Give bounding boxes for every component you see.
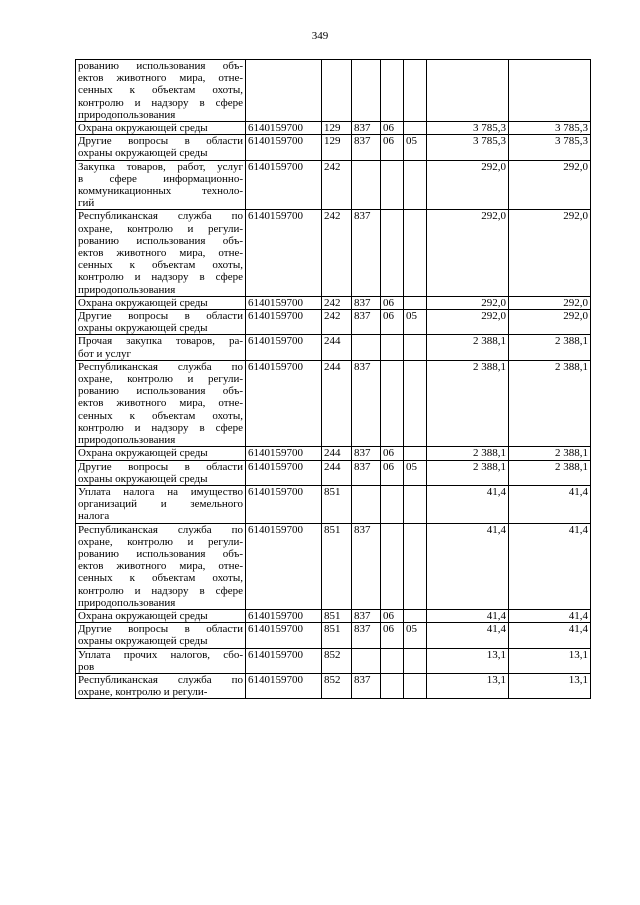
item-name-line: Республиканская служба по xyxy=(78,210,243,223)
table-row xyxy=(76,673,591,698)
item-name-line: Другие вопросы в области xyxy=(78,135,243,148)
subsection-cell xyxy=(404,60,427,122)
subsection-cell xyxy=(404,160,427,210)
item-name-cell xyxy=(76,360,246,446)
item-name-line: сенных к объектам охоты, xyxy=(78,409,243,422)
item-name-line: коммуникационных техноло- xyxy=(78,185,243,198)
department-code-cell xyxy=(352,160,381,210)
item-name-line: рованию использования объ- xyxy=(78,385,243,398)
expense-type-cell: 242 xyxy=(322,310,352,335)
table-row xyxy=(76,623,591,648)
section-cell: 06 xyxy=(381,447,404,460)
item-name-line: охране, контролю и регули- xyxy=(78,222,243,235)
table-row xyxy=(76,335,591,360)
table-row xyxy=(76,60,591,122)
subsection-cell xyxy=(404,673,427,698)
budget-code-cell: 6140159700 xyxy=(246,160,322,210)
department-code-cell: 837 xyxy=(352,447,381,460)
item-name-cell xyxy=(76,60,246,122)
item-name-line: природопользования xyxy=(78,108,176,121)
subsection-cell xyxy=(404,210,427,296)
section-cell: 06 xyxy=(381,623,404,648)
budget-code-cell: 6140159700 xyxy=(246,460,322,485)
item-name-line: Уплата прочих налогов, сбо- xyxy=(78,648,243,661)
expense-type-cell: 851 xyxy=(322,523,352,609)
item-name-line: Республиканская служба по xyxy=(78,360,243,373)
section-cell xyxy=(381,60,404,122)
item-name-line: природопользования xyxy=(78,434,176,447)
item-name-cell xyxy=(76,210,246,296)
subsection-cell xyxy=(404,296,427,309)
item-name-cell xyxy=(76,122,246,135)
item-name-cell xyxy=(76,447,246,460)
budget-table xyxy=(75,59,591,699)
table-row xyxy=(76,160,591,210)
table-row xyxy=(76,122,591,135)
subsection-cell: 05 xyxy=(404,310,427,335)
item-name-line: сенных к объектам охоты, xyxy=(78,572,243,585)
item-name-line: Другие вопросы в области xyxy=(78,310,243,323)
item-name-line: природопользования xyxy=(78,596,176,609)
item-name-line: контролю и надзору в сфере xyxy=(78,271,243,284)
budget-code-cell: 6140159700 xyxy=(246,447,322,460)
table-row xyxy=(76,447,591,460)
expense-type-cell: 852 xyxy=(322,648,352,673)
expense-type-cell: 851 xyxy=(322,623,352,648)
budget-code-cell: 6140159700 xyxy=(246,135,322,160)
item-name-line: Республиканская служба по xyxy=(78,523,243,536)
budget-code-cell: 6140159700 xyxy=(246,609,322,622)
item-name-line: организаций и земельного xyxy=(78,498,243,511)
item-name-line: в сфере информационно- xyxy=(78,172,243,185)
amount-year1-cell: 41,4 xyxy=(427,623,509,648)
table-row xyxy=(76,296,591,309)
amount-year2-cell: 41,4 xyxy=(509,485,591,523)
table-row xyxy=(76,460,591,485)
amount-year1-cell: 13,1 xyxy=(427,648,509,673)
expense-type-cell: 129 xyxy=(322,122,352,135)
amount-year2-cell: 2 388,1 xyxy=(509,447,591,460)
item-name-line: охраны окружающей среды xyxy=(78,472,208,485)
table-row xyxy=(76,310,591,335)
item-name-line: сенных к объектам охоты, xyxy=(78,84,243,97)
budget-code-cell: 6140159700 xyxy=(246,523,322,609)
item-name-line: охраны окружающей среды xyxy=(78,635,208,648)
table-row xyxy=(76,648,591,673)
amount-year2-cell: 3 785,3 xyxy=(509,122,591,135)
department-code-cell: 837 xyxy=(352,460,381,485)
amount-year1-cell: 292,0 xyxy=(427,160,509,210)
department-code-cell xyxy=(352,60,381,122)
expense-type-cell: 242 xyxy=(322,296,352,309)
budget-code-cell: 6140159700 xyxy=(246,485,322,523)
department-code-cell: 837 xyxy=(352,609,381,622)
expense-type-cell: 244 xyxy=(322,460,352,485)
section-cell xyxy=(381,160,404,210)
item-name-cell xyxy=(76,523,246,609)
amount-year1-cell: 2 388,1 xyxy=(427,447,509,460)
subsection-cell xyxy=(404,609,427,622)
item-name-line: рованию использования объ- xyxy=(78,60,243,72)
section-cell: 06 xyxy=(381,460,404,485)
item-name-line: охраны окружающей среды xyxy=(78,147,208,160)
item-name-line: налога xyxy=(78,510,110,523)
item-name-line: ектов животного мира, отне- xyxy=(78,247,243,260)
expense-type-cell xyxy=(322,60,352,122)
subsection-cell: 05 xyxy=(404,460,427,485)
amount-year2-cell: 13,1 xyxy=(509,648,591,673)
item-name-line: ров xyxy=(78,660,95,673)
amount-year1-cell: 292,0 xyxy=(427,210,509,296)
amount-year1-cell: 41,4 xyxy=(427,609,509,622)
item-name-line: Другие вопросы в области xyxy=(78,623,243,636)
department-code-cell: 837 xyxy=(352,296,381,309)
item-name-cell xyxy=(76,296,246,309)
department-code-cell: 837 xyxy=(352,623,381,648)
item-name-line: Охрана окружающей среды xyxy=(78,122,208,135)
budget-code-cell: 6140159700 xyxy=(246,296,322,309)
item-name-line: охране, контролю и регули- xyxy=(78,535,243,548)
amount-year2-cell: 2 388,1 xyxy=(509,360,591,446)
table-row xyxy=(76,210,591,296)
amount-year2-cell xyxy=(509,60,591,122)
item-name-line: охране, контролю и регули- xyxy=(78,373,243,386)
item-name-line: охране, контролю и регули- xyxy=(78,686,208,699)
amount-year1-cell: 2 388,1 xyxy=(427,460,509,485)
subsection-cell xyxy=(404,523,427,609)
item-name-cell xyxy=(76,673,246,698)
expense-type-cell: 244 xyxy=(322,447,352,460)
expense-type-cell: 244 xyxy=(322,360,352,446)
department-code-cell: 837 xyxy=(352,210,381,296)
item-name-cell xyxy=(76,609,246,622)
department-code-cell: 837 xyxy=(352,673,381,698)
department-code-cell xyxy=(352,485,381,523)
page-number: 349 xyxy=(311,30,329,42)
item-name-line: контролю и надзору в сфере xyxy=(78,584,243,597)
item-name-cell xyxy=(76,460,246,485)
item-name-cell xyxy=(76,335,246,360)
item-name-line: охраны окружающей среды xyxy=(78,322,208,335)
section-cell xyxy=(381,523,404,609)
item-name-line: природопользования xyxy=(78,283,176,296)
subsection-cell: 05 xyxy=(404,623,427,648)
item-name-line: Охрана окружающей среды xyxy=(78,296,208,309)
budget-code-cell: 6140159700 xyxy=(246,310,322,335)
item-name-cell xyxy=(76,135,246,160)
item-name-line: ектов животного мира, отне- xyxy=(78,72,243,85)
table-row xyxy=(76,485,591,523)
budget-code-cell: 6140159700 xyxy=(246,122,322,135)
expense-type-cell: 851 xyxy=(322,609,352,622)
amount-year1-cell xyxy=(427,60,509,122)
amount-year1-cell: 3 785,3 xyxy=(427,122,509,135)
amount-year1-cell: 3 785,3 xyxy=(427,135,509,160)
department-code-cell: 837 xyxy=(352,360,381,446)
section-cell: 06 xyxy=(381,135,404,160)
amount-year2-cell: 2 388,1 xyxy=(509,460,591,485)
item-name-line: Охрана окружающей среды xyxy=(78,609,208,622)
budget-code-cell: 6140159700 xyxy=(246,673,322,698)
expense-type-cell: 129 xyxy=(322,135,352,160)
item-name-cell xyxy=(76,623,246,648)
item-name-line: контролю и надзору в сфере xyxy=(78,96,243,109)
amount-year2-cell: 292,0 xyxy=(509,210,591,296)
item-name-line: Уплата налога на имущество xyxy=(78,485,243,498)
section-cell xyxy=(381,335,404,360)
amount-year1-cell: 292,0 xyxy=(427,310,509,335)
item-name-line: ектов животного мира, отне- xyxy=(78,560,243,573)
amount-year1-cell: 41,4 xyxy=(427,523,509,609)
amount-year2-cell: 41,4 xyxy=(509,609,591,622)
department-code-cell xyxy=(352,648,381,673)
table-row xyxy=(76,360,591,446)
budget-code-cell: 6140159700 xyxy=(246,623,322,648)
item-name-line: Другие вопросы в области xyxy=(78,460,243,473)
amount-year2-cell: 292,0 xyxy=(509,296,591,309)
section-cell: 06 xyxy=(381,122,404,135)
amount-year2-cell: 41,4 xyxy=(509,523,591,609)
amount-year1-cell: 292,0 xyxy=(427,296,509,309)
amount-year1-cell: 13,1 xyxy=(427,673,509,698)
section-cell xyxy=(381,673,404,698)
item-name-line: Охрана окружающей среды xyxy=(78,447,208,460)
amount-year2-cell: 41,4 xyxy=(509,623,591,648)
section-cell: 06 xyxy=(381,609,404,622)
item-name-line: гий xyxy=(78,197,95,210)
table-body xyxy=(76,60,591,699)
expense-type-cell: 244 xyxy=(322,335,352,360)
section-cell: 06 xyxy=(381,296,404,309)
table-row xyxy=(76,523,591,609)
section-cell xyxy=(381,485,404,523)
amount-year2-cell: 2 388,1 xyxy=(509,335,591,360)
item-name-line: Прочая закупка товаров, ра- xyxy=(78,335,243,348)
section-cell: 06 xyxy=(381,310,404,335)
section-cell xyxy=(381,210,404,296)
expense-type-cell: 242 xyxy=(322,210,352,296)
subsection-cell xyxy=(404,335,427,360)
department-code-cell: 837 xyxy=(352,310,381,335)
amount-year1-cell: 2 388,1 xyxy=(427,360,509,446)
department-code-cell: 837 xyxy=(352,135,381,160)
item-name-line: бот и услуг xyxy=(78,347,132,360)
expense-type-cell: 851 xyxy=(322,485,352,523)
item-name-line: рованию использования объ- xyxy=(78,547,243,560)
subsection-cell xyxy=(404,648,427,673)
amount-year1-cell: 41,4 xyxy=(427,485,509,523)
item-name-line: контролю и надзору в сфере xyxy=(78,421,243,434)
table-row xyxy=(76,135,591,160)
item-name-line: рованию использования объ- xyxy=(78,234,243,247)
budget-code-cell: 6140159700 xyxy=(246,648,322,673)
amount-year1-cell: 2 388,1 xyxy=(427,335,509,360)
item-name-cell xyxy=(76,485,246,523)
subsection-cell xyxy=(404,122,427,135)
department-code-cell xyxy=(352,335,381,360)
subsection-cell: 05 xyxy=(404,135,427,160)
budget-code-cell: 6140159700 xyxy=(246,210,322,296)
item-name-cell xyxy=(76,160,246,210)
item-name-cell xyxy=(76,310,246,335)
budget-code-cell: 6140159700 xyxy=(246,360,322,446)
subsection-cell xyxy=(404,485,427,523)
amount-year2-cell: 292,0 xyxy=(509,160,591,210)
item-name-line: Республиканская служба по xyxy=(78,673,243,686)
department-code-cell: 837 xyxy=(352,523,381,609)
expense-type-cell: 852 xyxy=(322,673,352,698)
amount-year2-cell: 3 785,3 xyxy=(509,135,591,160)
amount-year2-cell: 292,0 xyxy=(509,310,591,335)
item-name-line: Закупка товаров, работ, услуг xyxy=(78,160,243,173)
table-row xyxy=(76,609,591,622)
subsection-cell xyxy=(404,447,427,460)
section-cell xyxy=(381,360,404,446)
budget-code-cell xyxy=(246,60,322,122)
amount-year2-cell: 13,1 xyxy=(509,673,591,698)
subsection-cell xyxy=(404,360,427,446)
budget-code-cell: 6140159700 xyxy=(246,335,322,360)
item-name-cell xyxy=(76,648,246,673)
item-name-line: ектов животного мира, отне- xyxy=(78,397,243,410)
section-cell xyxy=(381,648,404,673)
expense-type-cell: 242 xyxy=(322,160,352,210)
department-code-cell: 837 xyxy=(352,122,381,135)
item-name-line: сенных к объектам охоты, xyxy=(78,259,243,272)
